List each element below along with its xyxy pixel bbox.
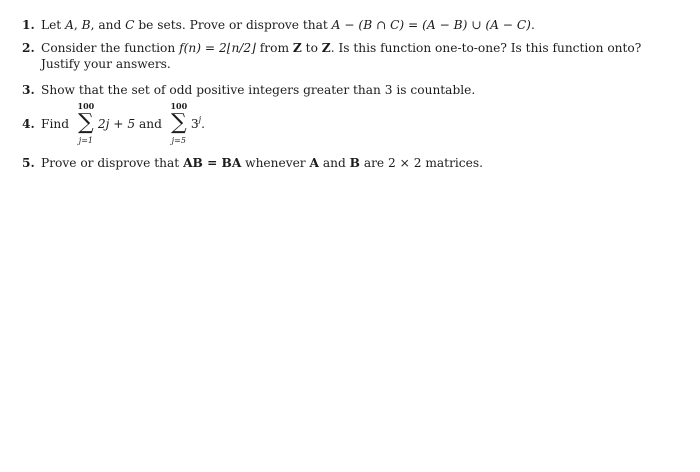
sum-body: 2j + 5 (97, 117, 136, 131)
problem-number: 2. (22, 41, 35, 55)
sum-lower-limit (163, 136, 195, 145)
problem-text: are 2 × 2 matrices. (359, 156, 483, 170)
set-c: C (125, 18, 135, 32)
problem-number: 3. (22, 83, 35, 97)
sum-upper-limit: 100 (77, 101, 95, 111)
problem-2 (22, 40, 641, 72)
function-definition: f(n) = 2⌊n/2⌋ (179, 41, 256, 55)
problem-continuation: Justify your answers. (41, 57, 171, 71)
problem-text: Let (41, 18, 66, 32)
matrix-b: B (349, 156, 360, 170)
problem-4 (22, 102, 205, 146)
problem-text: to (301, 41, 322, 55)
sum-base: 3 (190, 117, 199, 131)
sum-upper-limit: 100 (170, 101, 188, 111)
problem-text: . Is this function one-to-one? Is this function onto? (330, 41, 642, 55)
integers-symbol: Z (321, 41, 331, 55)
integers-symbol: Z (292, 41, 302, 55)
sum-lower-limit (70, 136, 102, 145)
sum-index: j=5 (171, 136, 186, 145)
separator-and: , and (90, 18, 126, 32)
problem-text: Show that the set of odd positive integers greater than 3 is countable. (41, 83, 476, 97)
summation-1 (76, 102, 96, 146)
matrix-a: A (309, 156, 319, 170)
problem-1 (22, 17, 535, 33)
problem-text: Prove or disprove that (41, 156, 184, 170)
sum-exponent: j (198, 115, 202, 124)
separator: , (73, 18, 82, 32)
problem-text: be sets. Prove or disprove that (134, 18, 332, 32)
matrix-equation: AB = BA (183, 156, 242, 170)
problem-text: and (318, 156, 350, 170)
problem-5 (22, 155, 483, 171)
problem-text: and (135, 117, 166, 131)
set-a: A (65, 18, 74, 32)
sum-body (191, 117, 205, 131)
find-label: Find (41, 117, 70, 131)
sigma-icon: ∑ (170, 110, 187, 135)
sum-index: j=1 (78, 136, 94, 145)
summation-2 (169, 102, 189, 146)
period: . (201, 117, 205, 131)
set-b: B (81, 18, 91, 32)
problem-3 (22, 82, 475, 98)
period: . (530, 18, 535, 32)
set-equation: A − (B ∩ C) = (A − B) ∪ (A − C) (331, 18, 531, 32)
problem-number: 5. (22, 156, 35, 170)
problem-text: Consider the function (41, 41, 180, 55)
sigma-icon: ∑ (78, 110, 94, 135)
problem-number: 4. (22, 117, 35, 131)
problem-number: 1. (22, 18, 35, 32)
problem-text: whenever (241, 156, 310, 170)
problem-text: from (255, 41, 293, 55)
